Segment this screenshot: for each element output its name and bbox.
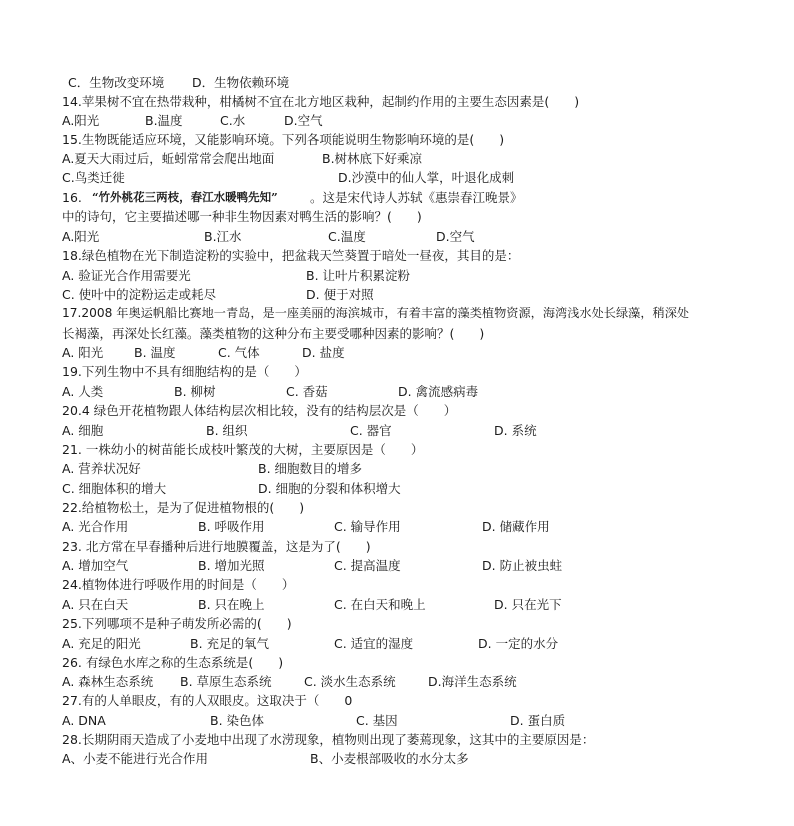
q25-option-a: A. 充足的阳光 <box>62 636 141 651</box>
q13-option-d: D．生物依赖环境 <box>192 75 290 90</box>
q16-number: 16. <box>62 190 82 205</box>
q24-option-c: C. 在白天和晚上 <box>334 597 426 612</box>
q14-option-c: C.水 <box>220 113 246 128</box>
q24-option-b: B. 只在晚上 <box>198 597 265 612</box>
q23-option-a: A. 增加空气 <box>62 558 129 573</box>
q15-option-d: D.沙漠中的仙人掌，叶退化成刺 <box>338 170 515 185</box>
q23-option-d: D. 防止被虫蛀 <box>482 558 563 573</box>
q22-option-c: C. 输导作用 <box>334 519 401 534</box>
q14-option-d: D.空气 <box>284 113 323 128</box>
q27-option-b: B. 染色体 <box>210 713 265 728</box>
q25-option-d: D. 一定的水分 <box>478 636 559 651</box>
q22-option-a: A. 光合作用 <box>62 519 129 534</box>
q23-stem: 23. 北方常在早春播种后进行地膜覆盖，这是为了( ) <box>62 539 371 554</box>
q27-option-c: C. 基因 <box>356 713 398 728</box>
q21-stem: 21. 一株幼小的树苗能长成枝叶繁茂的大树，主要原因是（ ） <box>62 442 424 457</box>
q25-stem: 25.下列哪项不是种子萌发所必需的( ) <box>62 616 292 631</box>
q26-option-a: A. 森林生态系统 <box>62 674 154 689</box>
q21-option-c: C. 细胞体积的增大 <box>62 481 167 496</box>
q19-option-b: B. 柳树 <box>174 384 216 399</box>
q15-option-c: C.鸟类迁徙 <box>62 170 125 185</box>
q23-option-c: C. 提高温度 <box>334 558 401 573</box>
q16-option-d: D.空气 <box>436 229 475 244</box>
q18-option-a: A. 验证光合作用需要光 <box>62 268 191 283</box>
q17-option-d: D. 盐度 <box>302 345 345 360</box>
q21-option-b: B. 细胞数目的增多 <box>258 461 363 476</box>
q28-option-b: B、小麦根部吸收的水分太多 <box>310 751 469 766</box>
q17-stem-line1: 17.2008 年奥运帆船比赛地一青岛，是一座美丽的海滨城市，有着丰富的藻类植物资源，海湾浅水处长绿藻，稍深处 <box>62 306 690 320</box>
q20-option-d: D. 系统 <box>494 423 537 438</box>
q22-option-d: D. 储藏作用 <box>482 519 550 534</box>
q27-option-d: D. 蛋白质 <box>510 713 566 728</box>
q22-option-b: B. 呼吸作用 <box>198 519 265 534</box>
q20-stem: 20.4 绿色开花植物跟人体结构层次相比较，没有的结构层次是（ ） <box>62 403 457 418</box>
q18-option-c: C. 使叶中的淀粉运走或耗尽 <box>62 287 217 302</box>
q14-option-a: A.阳光 <box>62 113 100 128</box>
q18-option-d: D. 便于对照 <box>306 287 374 302</box>
q26-option-b: B. 草原生态系统 <box>180 674 272 689</box>
q15-option-a: A.夏天大雨过后，蚯蚓常常会爬出地面 <box>62 151 275 166</box>
q28-stem: 28.长期阴雨天造成了小麦地中出现了水涝现象，植物则出现了萎蔫现象，这其中的主要原因是： <box>62 732 595 747</box>
q26-option-c: C. 淡水生态系统 <box>304 674 396 689</box>
q27-option-a: A. DNA <box>62 713 106 728</box>
q20-option-a: A. 细胞 <box>62 423 104 438</box>
q24-option-a: A. 只在白天 <box>62 597 129 612</box>
q17-option-c: C. 气体 <box>218 345 260 360</box>
q19-stem: 19.下列生物中不具有细胞结构的是（ ） <box>62 364 307 379</box>
q16-poem-quote: “竹外桃花三两枝，春江水暖鸭先知” <box>92 190 278 204</box>
q25-option-b: B. 充足的氧气 <box>190 636 270 651</box>
q24-stem: 24.植物体进行呼吸作用的时间是（ ） <box>62 577 295 592</box>
q21-option-a: A. 营养状况好 <box>62 461 141 476</box>
q24-option-d: D. 只在光下 <box>494 597 562 612</box>
q21-option-d: D. 细胞的分裂和体积增大 <box>258 481 401 496</box>
q19-option-a: A. 人类 <box>62 384 104 399</box>
q19-option-d: D. 禽流感病毒 <box>398 384 479 399</box>
q23-option-b: B. 增加光照 <box>198 558 265 573</box>
q17-option-a: A. 阳光 <box>62 345 104 360</box>
q13-option-c: C．生物改变环境 <box>68 75 165 90</box>
q15-stem: 15.生物既能适应环境，又能影响环境。下列各项能说明生物影响环境的是( ) <box>62 132 505 147</box>
q25-option-c: C. 适宜的湿度 <box>334 636 414 651</box>
q20-option-c: C. 器官 <box>350 423 392 438</box>
q22-stem: 22.给植物松土，是为了促进植物根的( ) <box>62 500 305 515</box>
q17-option-b: B. 温度 <box>134 345 176 360</box>
q17-stem-line2: 长褐藻，再深处长红藻。藻类植物的这种分布主要受哪种因素的影响？( ) <box>62 326 485 341</box>
q26-stem: 26. 有绿色水库之称的生态系统是( ) <box>62 655 284 670</box>
q16-stem-rest: 。这是宋代诗人苏轼《惠崇春江晚景》 <box>310 190 523 205</box>
q16-stem-line2: 中的诗句，它主要描述哪一种非生物因素对鸭生活的影响？( ) <box>62 209 422 224</box>
q18-option-b: B. 让叶片积累淀粉 <box>306 268 411 283</box>
q19-option-c: C. 香菇 <box>286 384 328 399</box>
q16-option-b: B.江水 <box>204 229 242 244</box>
q14-stem: 14.苹果树不宜在热带栽种，柑橘树不宜在北方地区栽种，起制约作用的主要生态因素是( ) <box>62 94 580 109</box>
q20-option-b: B. 组织 <box>206 423 248 438</box>
q28-option-a: A、小麦不能进行光合作用 <box>62 751 209 766</box>
q15-option-b: B.树林底下好乘凉 <box>322 151 423 166</box>
q26-option-d: D.海洋生态系统 <box>428 674 517 689</box>
q16-option-c: C.温度 <box>328 229 366 244</box>
q18-stem: 18.绿色植物在光下制造淀粉的实验中，把盆栽天竺葵置于暗处一昼夜，其目的是： <box>62 248 520 263</box>
q27-stem: 27.有的人单眼皮，有的人双眼皮。这取决于（ 0 <box>62 693 353 708</box>
q14-option-b: B.温度 <box>145 113 183 128</box>
q16-option-a: A.阳光 <box>62 229 100 244</box>
